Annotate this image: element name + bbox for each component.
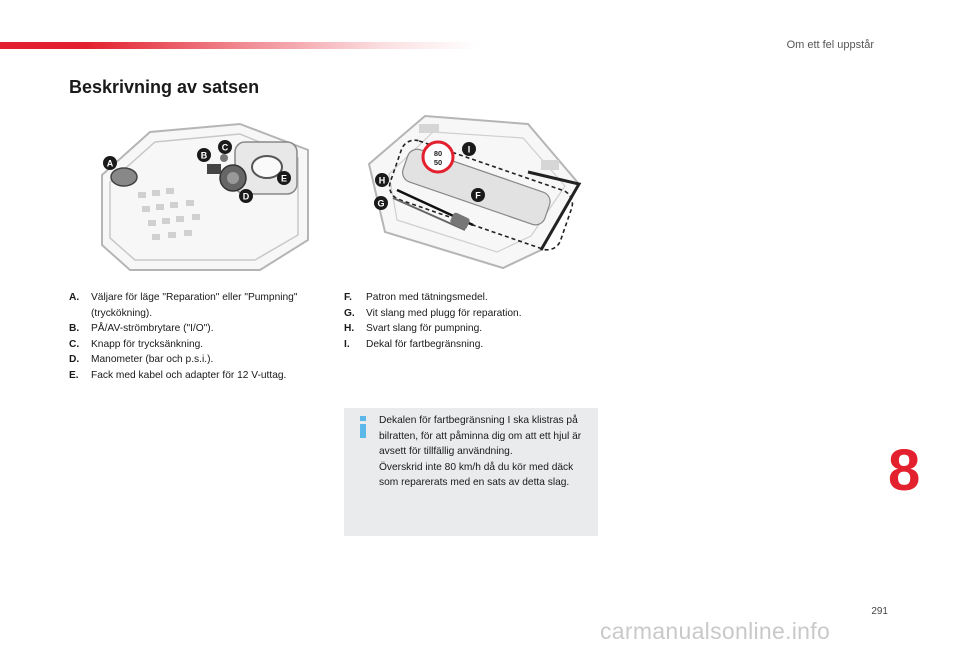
legend-right xyxy=(344,290,604,352)
page-title: Beskrivning av satsen xyxy=(69,77,260,97)
info-text xyxy=(379,413,589,491)
legend-item-h: H. Svart slang för pumpning. xyxy=(344,323,483,334)
svg-text:D: D xyxy=(242,191,250,202)
label-i xyxy=(462,142,476,156)
svg-text:C: C xyxy=(221,142,229,153)
svg-text:A: A xyxy=(106,158,114,169)
svg-text:I: I xyxy=(467,144,471,155)
legend-left xyxy=(69,290,339,383)
info-paragraph-1: Dekalen för fartbegränsning I ska klistras på bilratten, för att påminna dig om att ett hjul är avsett för tillfällig användning. xyxy=(379,415,582,457)
watermark: carmanualsonline.info xyxy=(600,618,831,644)
legend-item-a: A. Väljare för läge "Reparation" eller "Pumpning" (tryckökning). xyxy=(69,292,298,319)
info-box xyxy=(344,408,598,536)
label-b xyxy=(197,148,211,162)
legend-item-g: G. Vit slang med plugg för reparation. xyxy=(344,307,522,319)
label-h xyxy=(375,173,389,187)
label-c xyxy=(218,140,232,154)
compressor-underside-illustration xyxy=(363,112,585,275)
label-e xyxy=(277,171,291,185)
legend-item-i: I. Dekal för fartbegränsning. xyxy=(344,338,484,350)
svg-text:B: B xyxy=(200,150,208,161)
page-number: 291 xyxy=(871,606,888,617)
svg-text:F: F xyxy=(475,190,481,201)
label-d xyxy=(239,189,253,203)
svg-text:E: E xyxy=(280,173,288,184)
chapter-number: 8 xyxy=(888,438,921,503)
legend-item-f: F. Patron med tätningsmedel. xyxy=(344,292,488,303)
section-title: Om ett fel uppstår xyxy=(786,39,874,51)
label-a xyxy=(103,156,117,170)
label-g xyxy=(374,196,388,210)
svg-text:G: G xyxy=(377,198,385,209)
speed-sign-top: 80 xyxy=(433,149,443,158)
info-paragraph-2: Överskrid inte 80 km/h då du kör med däck som reparerats med en sats av detta slag. xyxy=(379,461,574,488)
compressor-illustration xyxy=(90,120,315,275)
svg-text:H: H xyxy=(378,175,386,186)
legend-item-e: E. Fack med kabel och adapter för 12 V-uttag. xyxy=(69,369,287,381)
top-accent-bar xyxy=(0,42,480,49)
label-f xyxy=(471,188,485,202)
legend-item-c: C. Knapp för trycksänkning. xyxy=(69,338,204,350)
legend-item-b: B. PÅ/AV-strömbrytare ("I/O"). xyxy=(69,323,214,334)
speed-sign-bottom: 50 xyxy=(433,158,443,167)
legend-item-d: D. Manometer (bar och p.s.i.). xyxy=(69,354,214,365)
info-icon xyxy=(356,416,370,438)
